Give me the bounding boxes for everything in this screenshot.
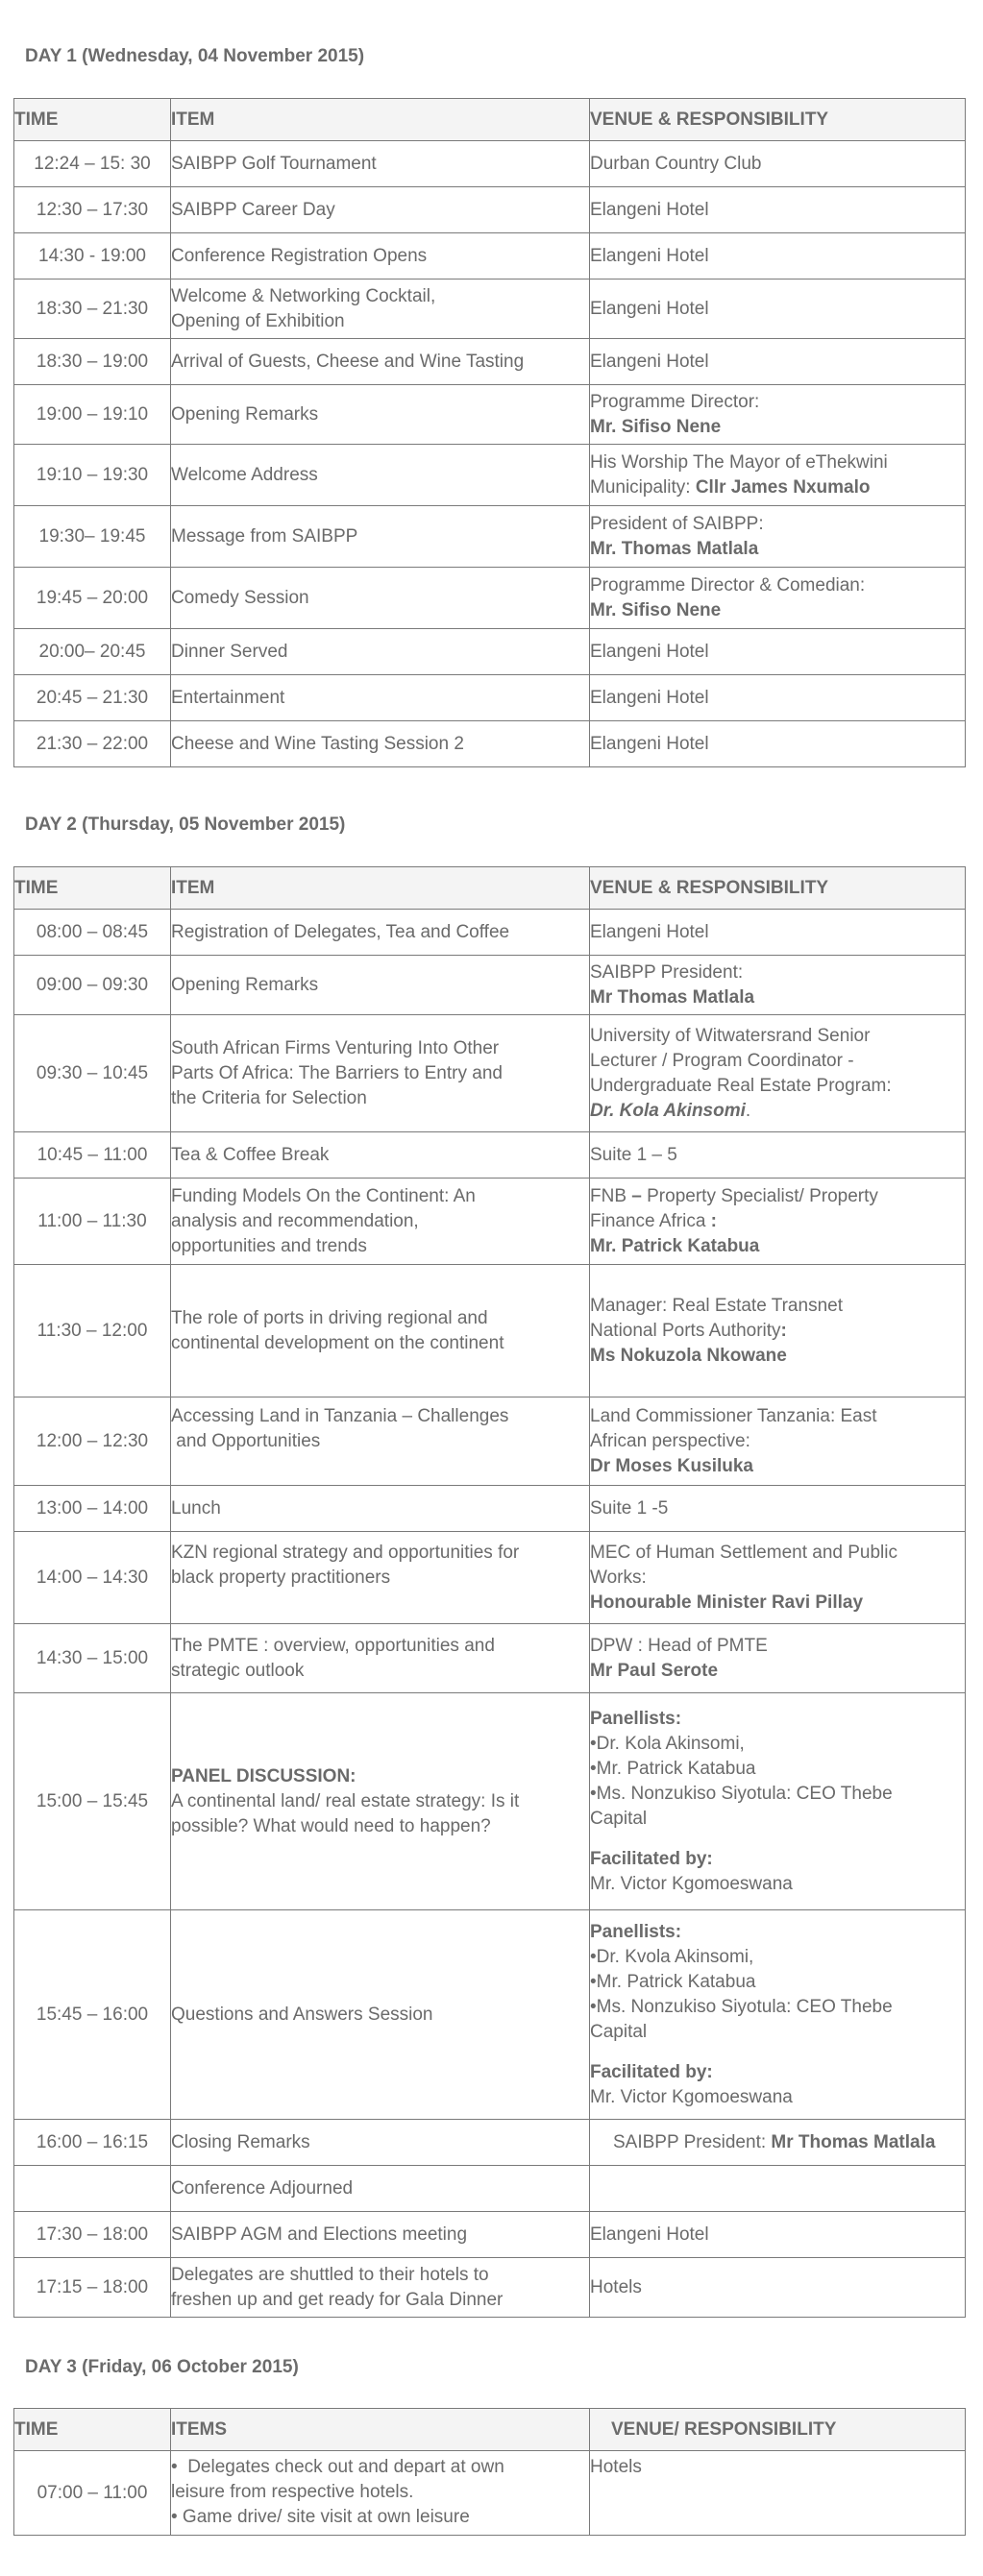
time-cell: 20:45 – 21:30 xyxy=(14,675,171,721)
speaker-name: Mr. Sifiso Nene xyxy=(590,599,722,620)
venue-line: Undergraduate Real Estate Program: xyxy=(590,1075,892,1096)
item-line: black property practitioners xyxy=(171,1567,391,1588)
venue-line: Land Commissioner Tanzania: East xyxy=(590,1405,877,1426)
item-cell: Entertainment xyxy=(171,675,590,721)
time-cell: 14:30 – 15:00 xyxy=(14,1624,171,1693)
venue-cell: Hotels xyxy=(590,2451,966,2536)
venue-cell xyxy=(590,1179,966,1265)
item-cell xyxy=(171,1015,590,1132)
venue-line xyxy=(590,475,965,500)
table-header-row xyxy=(14,2409,966,2451)
venue-cell xyxy=(590,1910,966,2120)
time-header: TIME xyxy=(14,2409,171,2451)
time-cell: 19:45 – 20:00 xyxy=(14,568,171,629)
item-line: Parts Of Africa: The Barriers to Entry and xyxy=(171,1062,503,1083)
item-cell: Comedy Session xyxy=(171,568,590,629)
item-cell: Arrival of Guests, Cheese and Wine Tasting xyxy=(171,339,590,385)
item-cell: Opening Remarks xyxy=(171,385,590,445)
venue-cell: Elangeni Hotel xyxy=(590,721,966,767)
venue-text: . xyxy=(745,1100,751,1121)
table-row xyxy=(14,1486,966,1532)
table-row xyxy=(14,2212,966,2258)
item-line: Accessing Land in Tanzania – Challenges xyxy=(171,1405,509,1426)
facilitator-heading: Facilitated by: xyxy=(590,2061,713,2082)
speaker-name: Ms Nokuzola Nkowane xyxy=(590,1345,787,1366)
item-line: • Delegates check out and depart at own xyxy=(171,2457,504,2477)
item-cell: SAIBPP AGM and Elections meeting xyxy=(171,2212,590,2258)
time-cell: 19:00 – 19:10 xyxy=(14,385,171,445)
time-cell: 11:00 – 11:30 xyxy=(14,1179,171,1265)
time-cell: 14:30 - 19:00 xyxy=(14,233,171,279)
time-cell: 16:00 – 16:15 xyxy=(14,2120,171,2166)
table-row xyxy=(14,1693,966,1910)
table-row xyxy=(14,1132,966,1179)
time-cell: 11:30 – 12:00 xyxy=(14,1265,171,1397)
venue-header: VENUE & RESPONSIBILITY xyxy=(590,867,966,910)
panellist: •Dr. Kvola Akinsomi, xyxy=(590,1946,754,1967)
day2-title: DAY 2 (Thursday, 05 November 2015) xyxy=(25,814,346,835)
venue-cell xyxy=(590,385,966,445)
time-cell: 20:00– 20:45 xyxy=(14,629,171,675)
venue-cell xyxy=(590,2166,966,2212)
day3-title: DAY 3 (Friday, 06 October 2015) xyxy=(25,2357,299,2377)
items-header: ITEMS xyxy=(171,2409,590,2451)
time-cell: 19:10 – 19:30 xyxy=(14,445,171,506)
time-header: TIME xyxy=(14,99,171,141)
table-row xyxy=(14,1910,966,2120)
time-header: TIME xyxy=(14,867,171,910)
table-row xyxy=(14,1624,966,1693)
item-cell: Questions and Answers Session xyxy=(171,1910,590,2120)
item-cell xyxy=(171,1624,590,1693)
table-row xyxy=(14,956,966,1015)
table-row xyxy=(14,233,966,279)
venue-header: VENUE/ RESPONSIBILITY xyxy=(590,2409,966,2451)
table-row xyxy=(14,2258,966,2318)
table-row xyxy=(14,279,966,339)
item-cell: Opening Remarks xyxy=(171,956,590,1015)
venue-cell xyxy=(590,1693,966,1910)
time-cell: 08:00 – 08:45 xyxy=(14,910,171,956)
colon-mark: : xyxy=(710,1210,717,1231)
venue-text: FNB xyxy=(590,1185,632,1206)
panellist: •Ms. Nonzukiso Siyotula: CEO Thebe xyxy=(590,1783,893,1804)
item-cell: Lunch xyxy=(171,1486,590,1532)
table-row xyxy=(14,141,966,187)
venue-cell xyxy=(590,1265,966,1397)
panellist: Capital xyxy=(590,1808,648,1829)
table-row xyxy=(14,1179,966,1265)
table-row xyxy=(14,1265,966,1397)
time-cell: 18:30 – 19:00 xyxy=(14,339,171,385)
item-cell xyxy=(171,2258,590,2318)
item-line xyxy=(171,1591,589,1616)
time-cell: 10:45 – 11:00 xyxy=(14,1132,171,1179)
time-cell: 07:00 – 11:00 xyxy=(14,2451,171,2536)
venue-cell: Elangeni Hotel xyxy=(590,187,966,233)
item-cell: Welcome Address xyxy=(171,445,590,506)
item-cell: Conference Adjourned xyxy=(171,2166,590,2212)
item-cell: SAIBPP Golf Tournament xyxy=(171,141,590,187)
venue-line: President of SAIBPP: xyxy=(590,513,764,534)
item-line: analysis and recommendation, xyxy=(171,1210,419,1231)
time-cell: 09:30 – 10:45 xyxy=(14,1015,171,1132)
venue-cell: Elangeni Hotel xyxy=(590,629,966,675)
venue-line xyxy=(590,1099,965,1124)
item-cell xyxy=(171,1179,590,1265)
item-line: • Game drive/ site visit at own leisure xyxy=(171,2507,470,2527)
speaker-name: Mr. Thomas Matlala xyxy=(590,538,759,559)
item-line: freshen up and get ready for Gala Dinner xyxy=(171,2289,504,2310)
venue-line xyxy=(590,1209,965,1234)
speaker-name: Cllr James Nxumalo xyxy=(695,476,871,498)
item-cell xyxy=(171,1532,590,1624)
table-row xyxy=(14,1015,966,1132)
item-line: leisure from respective hotels. xyxy=(171,2482,414,2502)
panellists-heading: Panellists: xyxy=(590,1708,682,1729)
venue-cell: Suite 1 -5 xyxy=(590,1486,966,1532)
speaker-name: Mr Thomas Matlala xyxy=(771,2131,936,2152)
time-cell: 15:00 – 15:45 xyxy=(14,1693,171,1910)
facilitator-name: Mr. Victor Kgomoeswana xyxy=(590,2086,793,2107)
venue-cell: Elangeni Hotel xyxy=(590,675,966,721)
item-line: strategic outlook xyxy=(171,1660,305,1681)
venue-cell: Hotels xyxy=(590,2258,966,2318)
speaker-name: Mr. Patrick Katabua xyxy=(590,1235,760,1256)
item-line: The role of ports in driving regional and xyxy=(171,1307,488,1328)
venue-cell xyxy=(590,956,966,1015)
venue-cell xyxy=(590,568,966,629)
item-cell xyxy=(171,1265,590,1397)
speaker-name: Dr. Kola Akinsomi xyxy=(590,1100,746,1121)
day3-table xyxy=(13,2408,966,2536)
time-cell: 12:00 – 12:30 xyxy=(14,1397,171,1486)
venue-line: SAIBPP President: xyxy=(590,961,744,983)
item-line: continental development on the continent xyxy=(171,1332,504,1353)
panellist: •Mr. Patrick Katabua xyxy=(590,1758,756,1779)
time-cell: 19:30– 19:45 xyxy=(14,506,171,568)
item-cell xyxy=(171,279,590,339)
table-row xyxy=(14,506,966,568)
item-line: Funding Models On the Continent: An xyxy=(171,1185,476,1206)
table-row xyxy=(14,445,966,506)
time-cell: 14:00 – 14:30 xyxy=(14,1532,171,1624)
time-cell: 18:30 – 21:30 xyxy=(14,279,171,339)
time-cell: 13:00 – 14:00 xyxy=(14,1486,171,1532)
item-line: the Criteria for Selection xyxy=(171,1087,367,1108)
table-row xyxy=(14,721,966,767)
venue-text: Property Specialist/ Property xyxy=(641,1185,878,1206)
item-cell: Cheese and Wine Tasting Session 2 xyxy=(171,721,590,767)
time-cell: 15:45 – 16:00 xyxy=(14,1910,171,2120)
table-row xyxy=(14,1532,966,1624)
item-cell: Closing Remarks xyxy=(171,2120,590,2166)
panellist: •Dr. Kola Akinsomi, xyxy=(590,1733,745,1754)
day1-title: DAY 1 (Wednesday, 04 November 2015) xyxy=(25,46,365,66)
venue-text: SAIBPP President: xyxy=(613,2131,772,2152)
venue-cell: Elangeni Hotel xyxy=(590,2212,966,2258)
table-row xyxy=(14,910,966,956)
item-line: Delegates are shuttled to their hotels to xyxy=(171,2264,489,2285)
time-cell: 12:30 – 17:30 xyxy=(14,187,171,233)
table-row xyxy=(14,385,966,445)
day1-table xyxy=(13,98,966,767)
table-row xyxy=(14,629,966,675)
spacer xyxy=(590,2045,965,2060)
venue-line: Programme Director: xyxy=(590,391,760,412)
panellist: •Mr. Patrick Katabua xyxy=(590,1971,756,1992)
venue-cell xyxy=(590,1532,966,1624)
item-header: ITEM xyxy=(171,99,590,141)
table-row xyxy=(14,1397,966,1486)
item-cell: Registration of Delegates, Tea and Coffee xyxy=(171,910,590,956)
table-row xyxy=(14,187,966,233)
panellist: •Ms. Nonzukiso Siyotula: CEO Thebe xyxy=(590,1996,893,2017)
speaker-name: Mr. Sifiso Nene xyxy=(590,416,722,437)
venue-cell: Elangeni Hotel xyxy=(590,279,966,339)
item-line: A continental land/ real estate strategy: Is it xyxy=(171,1790,520,1811)
venue-line xyxy=(590,1184,965,1209)
table-row xyxy=(14,2120,966,2166)
time-cell: 12:24 – 15: 30 xyxy=(14,141,171,187)
panellists-heading: Panellists: xyxy=(590,1921,682,1942)
day2-table xyxy=(13,866,966,2318)
venue-cell: Elangeni Hotel xyxy=(590,339,966,385)
venue-line: Programme Director & Comedian: xyxy=(590,574,866,595)
venue-cell xyxy=(590,1624,966,1693)
facilitator-heading: Facilitated by: xyxy=(590,1848,713,1869)
item-header: ITEM xyxy=(171,867,590,910)
venue-cell: Durban Country Club xyxy=(590,141,966,187)
venue-line: Works: xyxy=(590,1567,647,1588)
venue-line: Lecturer / Program Coordinator - xyxy=(590,1050,854,1071)
item-cell xyxy=(171,1397,590,1486)
facilitator-name: Mr. Victor Kgomoeswana xyxy=(590,1873,793,1894)
venue-cell xyxy=(590,2120,966,2166)
venue-cell: Suite 1 – 5 xyxy=(590,1132,966,1179)
item-cell: Message from SAIBPP xyxy=(171,506,590,568)
item-line: South African Firms Venturing Into Other xyxy=(171,1037,500,1058)
venue-cell xyxy=(590,506,966,568)
item-cell: Tea & Coffee Break xyxy=(171,1132,590,1179)
venue-line: MEC of Human Settlement and Public xyxy=(590,1542,897,1563)
table-row xyxy=(14,2451,966,2536)
venue-text: Municipality: xyxy=(590,476,696,498)
venue-line: African perspective: xyxy=(590,1430,750,1451)
table-row xyxy=(14,675,966,721)
venue-cell xyxy=(590,445,966,506)
table-row xyxy=(14,568,966,629)
venue-line: Manager: Real Estate Transnet xyxy=(590,1295,843,1316)
venue-line: University of Witwatersrand Senior xyxy=(590,1025,871,1046)
speaker-name: Mr Thomas Matlala xyxy=(590,986,755,1008)
venue-cell: Elangeni Hotel xyxy=(590,910,966,956)
item-line: opportunities and trends xyxy=(171,1235,367,1256)
venue-text: National Ports Authority xyxy=(590,1320,781,1341)
item-line: and Opportunities xyxy=(171,1430,321,1451)
venue-line xyxy=(590,1319,965,1344)
spacer xyxy=(590,1832,965,1847)
item-line xyxy=(171,1454,589,1479)
venue-cell xyxy=(590,1015,966,1132)
venue-cell: Elangeni Hotel xyxy=(590,233,966,279)
item-line: KZN regional strategy and opportunities for xyxy=(171,1542,520,1563)
time-cell: 17:30 – 18:00 xyxy=(14,2212,171,2258)
time-cell: 17:15 – 18:00 xyxy=(14,2258,171,2318)
time-cell xyxy=(14,2166,171,2212)
table-header-row xyxy=(14,867,966,910)
item-cell xyxy=(171,2451,590,2536)
item-cell: Dinner Served xyxy=(171,629,590,675)
item-line: Welcome & Networking Cocktail, xyxy=(171,285,436,306)
table-row xyxy=(14,339,966,385)
time-cell: 09:00 – 09:30 xyxy=(14,956,171,1015)
speaker-name: Honourable Minister Ravi Pillay xyxy=(590,1592,864,1613)
panel-heading: PANEL DISCUSSION: xyxy=(171,1765,356,1786)
item-line: possible? What would need to happen? xyxy=(171,1815,491,1836)
panellist: Capital xyxy=(590,2021,648,2042)
colon-mark: : xyxy=(780,1320,787,1341)
speaker-name: Mr Paul Serote xyxy=(590,1660,719,1681)
item-cell xyxy=(171,1693,590,1910)
table-header-row xyxy=(14,99,966,141)
dash-mark: – xyxy=(631,1185,642,1206)
table-row xyxy=(14,2166,966,2212)
item-cell: SAIBPP Career Day xyxy=(171,187,590,233)
venue-cell xyxy=(590,1397,966,1486)
venue-text: Finance Africa xyxy=(590,1210,711,1231)
venue-line: His Worship The Mayor of eThekwini xyxy=(590,451,888,473)
venue-header: VENUE & RESPONSIBILITY xyxy=(590,99,966,141)
item-line: The PMTE : overview, opportunities and xyxy=(171,1635,495,1656)
venue-line: DPW : Head of PMTE xyxy=(590,1635,768,1656)
speaker-name: Dr Moses Kusiluka xyxy=(590,1455,753,1476)
item-line: Opening of Exhibition xyxy=(171,310,345,331)
item-cell: Conference Registration Opens xyxy=(171,233,590,279)
time-cell: 21:30 – 22:00 xyxy=(14,721,171,767)
